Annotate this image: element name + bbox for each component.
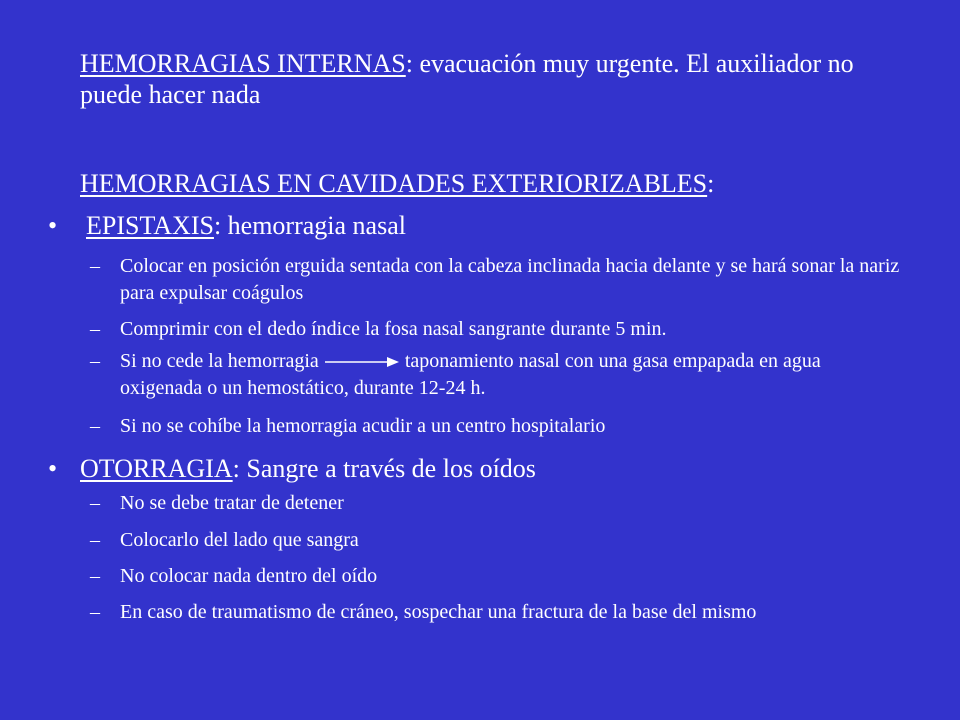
cavities-heading-line (80, 168, 920, 199)
list-item (90, 599, 900, 626)
dash-marker: – (90, 415, 100, 437)
list-item-text: Colocar en posición erguida sentada con la cabeza inclinada hacia delante y se hará sonar la nariz para expulsar coágulos (120, 255, 900, 304)
epistaxis-bullet (48, 210, 926, 241)
internal-bleeding-paragraph (80, 48, 900, 110)
epistaxis-heading: EPISTAXIS (86, 211, 214, 240)
list-item-text: En caso de traumatismo de cráneo, sospechar una fractura de la base del mismo (120, 601, 757, 623)
list-item-text: Comprimir con el dedo índice la fosa nasal sangrante durante 5 min. (120, 318, 667, 340)
internal-bleeding-text: : evacuación muy urgente. El auxiliador no puede hacer nada (80, 49, 854, 109)
dash-marker: – (90, 529, 100, 551)
dash-marker: – (90, 492, 100, 514)
list-item (90, 413, 900, 440)
internal-bleeding-heading: HEMORRAGIAS INTERNAS (80, 49, 406, 78)
list-item (90, 490, 900, 517)
list-item (90, 563, 900, 590)
list-item-text: No colocar nada dentro del oído (120, 565, 378, 587)
bullet-marker: • (48, 211, 58, 240)
list-item (90, 253, 900, 307)
dash-marker: – (90, 318, 100, 340)
list-item-text-after: taponamiento nasal con una gasa empapada en agua oxigenada o un hemostático, durante 12-24 h. (120, 350, 821, 399)
bullet-marker: • (48, 454, 58, 483)
otorragia-text: : Sangre a través de los oídos (232, 454, 536, 483)
dash-marker: – (90, 255, 100, 277)
list-item (90, 316, 900, 343)
list-item-text: No se debe tratar de detener (120, 492, 344, 514)
list-item-text: Si no se cohíbe la hemorragia acudir a un centro hospitalario (120, 415, 606, 437)
list-item-text-before: Si no cede la hemorragia (120, 350, 319, 372)
cavities-heading: HEMORRAGIAS EN CAVIDADES EXTERIORIZABLES (80, 169, 708, 198)
dash-marker: – (90, 565, 100, 587)
dash-marker: – (90, 350, 100, 372)
list-item (90, 527, 900, 554)
otorragia-bullet (48, 453, 920, 484)
arrow-right-icon (325, 355, 399, 369)
epistaxis-text: : hemorragia nasal (213, 211, 406, 240)
dash-marker: – (90, 601, 100, 623)
cavities-colon: : (707, 169, 715, 198)
otorragia-heading: OTORRAGIA (80, 454, 233, 483)
list-item (90, 348, 900, 402)
list-item-text: Colocarlo del lado que sangra (120, 529, 359, 551)
